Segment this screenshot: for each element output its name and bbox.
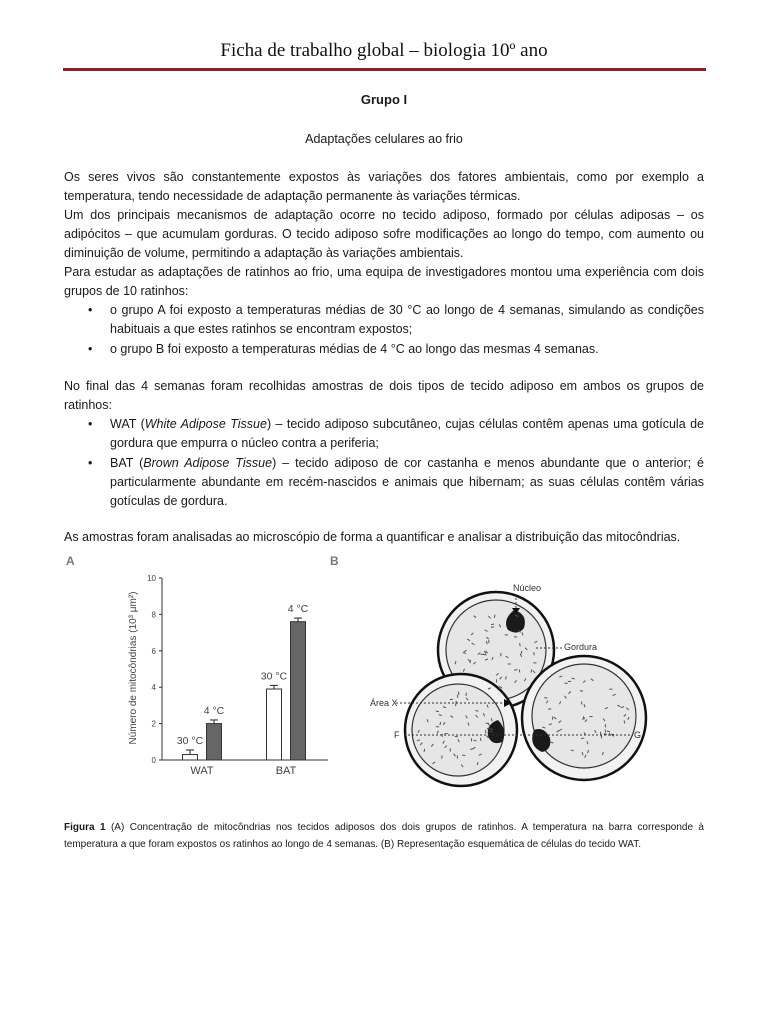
f-label: F xyxy=(394,730,400,740)
mitochondrion-mark xyxy=(544,697,547,698)
paragraph-samples: No final das 4 semanas foram recolhidas amostras de dois tipos de tecido adiposo em ambos os grupos de ratinhos: xyxy=(64,379,704,412)
bar xyxy=(207,724,222,760)
mitochondrion-mark xyxy=(564,683,567,684)
g-label: G xyxy=(634,730,642,740)
tissue-abbr: WAT ( xyxy=(110,417,145,431)
tissue-description: ) – tecido adiposo subcutâneo, cujas células contêm apenas uma gotícula de gordura que empurra o núcleo contra a periferia; xyxy=(110,417,704,450)
tissue-name: White Adipose Tissue xyxy=(144,417,267,431)
section-title: Adaptações celulares ao frio xyxy=(305,132,463,146)
fat-label: Gordura xyxy=(564,642,598,652)
bar xyxy=(291,622,306,760)
caption-label: Figura 1 xyxy=(64,822,106,833)
y-tick-label: 0 xyxy=(151,756,156,765)
y-axis-label: Número de mitocôndrias (10³ μm²) xyxy=(128,591,139,745)
x-category-label: BAT xyxy=(275,765,297,777)
tissue-abbr: BAT ( xyxy=(110,456,144,470)
bar xyxy=(183,755,198,760)
mitochondrion-mark xyxy=(471,738,472,741)
mitochondria-bar-chart xyxy=(118,568,338,788)
panel-b-letter: B xyxy=(330,554,339,568)
x-category-label: WAT xyxy=(190,765,214,777)
list-item xyxy=(64,415,704,453)
mitochondrion-mark xyxy=(609,689,612,690)
y-tick-label: 8 xyxy=(151,610,156,620)
bar-label: 4 °C xyxy=(203,704,225,717)
y-tick-label: 4 xyxy=(151,683,156,693)
panel-a-letter: A xyxy=(66,554,75,568)
paragraph-adipose: Um dos principais mecanismos de adaptação ocorre no tecido adiposo, formado por células adiposas – os adipócitos – que acumulam gorduras. O tecido adiposo sofre modificações ao longo do tempo, com aumento ou diminuição de volume, permitindo a adaptação às variações ambientais. xyxy=(64,208,704,260)
tissue-name: Brown Adipose Tissue xyxy=(143,456,273,470)
group-title: Grupo I xyxy=(360,92,408,107)
adipocyte-cell xyxy=(405,674,517,786)
bullet-icon: • xyxy=(88,456,93,470)
document-title: Ficha de trabalho global – biologia 10º ano xyxy=(220,40,548,61)
bullet-text: o grupo B foi exposto a temperaturas médias de 4 °C ao longo das mesmas 4 semanas. xyxy=(110,342,599,356)
paragraph-microscope: As amostras foram analisadas ao microscópio de forma a quantificar e analisar a distribuição das mitocôndrias. xyxy=(64,530,681,544)
mitochondrion-mark xyxy=(488,640,489,643)
y-tick-label: 6 xyxy=(151,646,156,656)
nucleus-label: Núcleo xyxy=(513,583,542,593)
bar xyxy=(267,689,282,760)
mitochondrion-mark xyxy=(605,724,606,727)
y-tick-label: 2 xyxy=(151,719,156,729)
y-tick-label: 10 xyxy=(147,574,156,583)
figure-caption xyxy=(64,820,704,853)
mitochondrion-mark xyxy=(508,664,511,665)
mitochondrion-mark xyxy=(457,755,458,758)
bar-label: 30 °C xyxy=(260,670,288,683)
mitochondrion-mark xyxy=(457,695,458,698)
bullet-text: o grupo A foi exposto a temperaturas médias de 30 °C ao longo de 4 semanas, simulando as condições habituais a que estes ratinhos se encontram expostos; xyxy=(110,303,704,336)
group-bullet-list xyxy=(64,301,704,360)
mitochondrion-mark xyxy=(481,654,484,655)
mitochondrion-mark xyxy=(601,735,602,738)
mitochondrion-mark xyxy=(568,681,571,682)
bullet-icon: • xyxy=(88,303,93,317)
paragraph-intro: Os seres vivos são constantemente expostos às variações dos fatores ambientais, como por exemplo a temperatura, tendo necessidade de adaptação permanente às variações térmicas. xyxy=(64,170,704,203)
title-divider xyxy=(63,68,706,71)
caption-text: (A) Concentração de mitocôndrias nos tecidos adiposos dos dois grupos de ratinhos. A temperatura na barra corresponde à temperatura a que foram expostos os ratinhos ao longo de 4 semanas. (B) Representação esquemática de células do tecido WAT. xyxy=(64,822,704,850)
tissue-description: ) – tecido adiposo de cor castanha e menos abundante que o anterior; é particularmente abundante em recém-nascidos e animais que hibernam; as suas células contêm várias gotículas de gordura. xyxy=(110,456,704,508)
bullet-icon: • xyxy=(88,417,93,431)
wat-cells-diagram xyxy=(366,570,666,796)
bar-label: 4 °C xyxy=(287,603,309,616)
list-item xyxy=(64,454,704,511)
mitochondrion-mark xyxy=(496,679,497,682)
list-item xyxy=(64,340,704,359)
bullet-icon: • xyxy=(88,342,93,356)
paragraph-experiment: Para estudar as adaptações de ratinhos ao frio, uma equipa de investigadores montou uma experiência com dois grupos de 10 ratinhos: xyxy=(64,265,704,298)
tissue-bullet-list xyxy=(64,415,704,512)
list-item xyxy=(64,301,704,339)
bar-label: 30 °C xyxy=(176,734,204,747)
area-x-label: Área X xyxy=(370,698,398,708)
